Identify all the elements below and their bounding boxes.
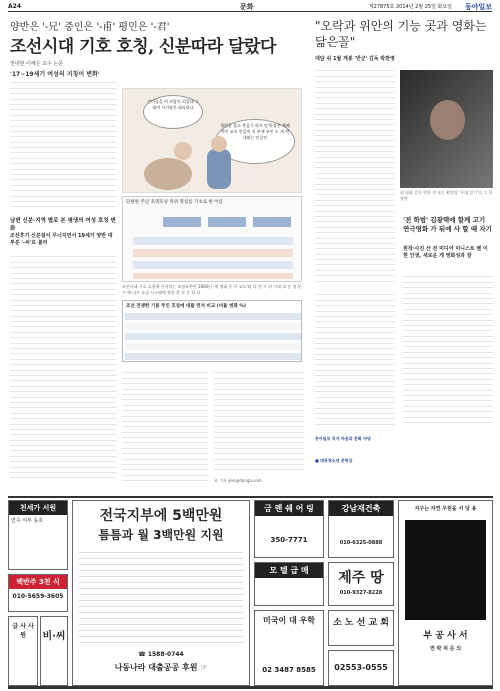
ad-title: 전국지부에 5백만원: [99, 508, 223, 524]
article-illustration: [122, 88, 302, 193]
ad-right-2[interactable]: [328, 500, 394, 558]
ad-title: 미국이 대 우학: [263, 616, 315, 625]
article-body-col1b: [10, 252, 116, 482]
ad-title: 금 렌 쉐 어 링: [255, 501, 323, 516]
issue-date: 제27875호 2014년 2월 25일 화요일: [368, 4, 452, 10]
photo-caption: 최 영화 감독 박찬 전 보는 촬영장 '무대 일기'의 그 한 장면: [400, 190, 493, 201]
publication-name: 동아일보: [464, 3, 492, 11]
ad-phone: 010-9327-8228: [339, 590, 383, 596]
interview-lede: 대담 쉬 1월 게봉 '반군' 김독 박찬영: [315, 56, 395, 62]
page-footer-bar: [8, 686, 493, 689]
ad-right-3[interactable]: [328, 562, 394, 606]
ad-center-loan[interactable]: [72, 500, 250, 686]
illustration-figures: [123, 89, 303, 194]
ad-left-1[interactable]: [8, 500, 68, 570]
article-byline: 권내현·이혜은 교수 논문: [10, 61, 64, 67]
interview-body-col3: [403, 272, 493, 430]
page-header: [8, 2, 492, 12]
director-photo: [400, 70, 493, 188]
hierarchy-chart: [122, 196, 302, 282]
notice-label-2: ■ 대동청소년 문학상: [315, 458, 353, 464]
ad-phone: 02553-0555: [334, 663, 388, 672]
interview-headline: "오락과 위안의 기능 곳과 영화는 닮은꼴": [315, 19, 487, 49]
table-title: 조선 전쟁한 기름 주인 호칭에 대를 먼저 비교 (비율 변화 %): [126, 304, 246, 309]
ad-title: 천세가 서원: [9, 501, 67, 515]
chart-caption: 조선시대 기호 호칭에 가지치는 조정조편인 1800년 '세 명대 등 사 교도'와 다 전 프 러 시대 교 분 정 분 프 에 다른 호칭 시스템에 관한 한 차 문 하 다: [122, 284, 302, 295]
notice-label: 동아일보 독자 마음과 문화 마당: [315, 436, 371, 441]
ad-tagline: 지구는 자연 무원을 서 당 용: [414, 506, 477, 512]
ad-title: 소 노 선 교 회: [332, 618, 389, 628]
ad-far-right[interactable]: [398, 500, 493, 686]
interview-subhead: 원작·사진 산 전 미디어 미니스트 벤 이 현 인생, 새로운 게 영화성과 잘: [403, 246, 488, 259]
ad-left-3[interactable]: [8, 616, 38, 686]
ad-title: 비·씨: [42, 631, 66, 642]
ad-title: 모 텔 급 매: [255, 563, 323, 578]
chart-title: 단편한 주인 호명호칭 직위 명칭를 기초로 한 이름: [126, 200, 223, 205]
speech-bubble: 건어물을 여 사람이 되었네 그대여 사가양은 따라하다: [143, 95, 203, 129]
notice-box: [315, 436, 495, 492]
interview-bio: '전 학범' 김광택에 함께 고기 연극영화 가 뒤에 사 할 때 자기: [403, 216, 492, 233]
ad-contact: 연 락 처 문 의: [429, 646, 462, 652]
article-kicker: 양반은 '-兄' 중인은 '-甫' 평민은 '-君': [10, 22, 170, 33]
ad-title: 백반주 3천 식: [9, 575, 67, 589]
comparison-table: [122, 300, 302, 362]
ad-left-4[interactable]: [40, 616, 68, 686]
interview-body-col2: [315, 290, 395, 430]
ad-title: 강남재건축: [329, 501, 393, 516]
ad-name: 부 공 사 서: [423, 631, 468, 641]
ad-right-6[interactable]: [254, 610, 324, 686]
ad-title: 급 사 사 원: [12, 623, 34, 639]
ad-right-5[interactable]: [328, 610, 394, 646]
ad-subtitle: 연수 서부 동호: [11, 518, 44, 524]
ad-right-1[interactable]: [254, 500, 324, 558]
ad-title: 제주 땅: [338, 570, 384, 586]
article-headline: 조선시대 기호 호칭, 신분따라 달랐다: [10, 37, 276, 57]
ad-phone: 010-5659-3605: [12, 593, 64, 600]
speech-bubble: 형편을 잡고 축음기 하지 말게 방은 체폐력이 조지 안을의 이 부계 부인 도 게 박 내외는 안길인: [215, 119, 295, 164]
ad-phone: 010-6325-0888: [339, 540, 383, 546]
ad-image: [405, 520, 486, 620]
article-subhead: '17~19세기 여성의 지칭어 변화': [10, 71, 100, 78]
chart-graphic: [123, 197, 303, 283]
ad-right-4[interactable]: [254, 562, 324, 606]
ad-org: 나동나라 대출공공 후원 ☞: [114, 663, 208, 672]
article-subhead-2: 남편 신분·지역 별로 본 평생의 여성 호칭 변화: [10, 218, 116, 232]
article-author: 조 기자 ijen@donga.com: [214, 478, 262, 483]
article-body-col1: [10, 78, 116, 213]
ad-phone: 350-7771: [270, 536, 308, 544]
page-number: A24: [8, 3, 21, 10]
ad-body-text: [79, 547, 243, 647]
section-name: 문화: [240, 3, 254, 11]
article-body-col2: [122, 368, 208, 484]
interview-body-col1: [315, 66, 395, 286]
ad-right-7[interactable]: [328, 650, 394, 686]
article-body-col3: [214, 368, 304, 484]
article-subhead-3: 조선후기 신분질서 무너지면서 19세기 양반 대부분 '-씨'로 불러: [10, 233, 113, 246]
ad-phone: ☎ 1588-0744: [138, 651, 184, 658]
ad-left-2[interactable]: [8, 574, 68, 612]
ad-phone: 02 3487 8585: [262, 666, 316, 674]
director-face: [430, 100, 465, 140]
ad-section-divider: [8, 496, 493, 498]
ad-title-2: 틈틈과 월 3백만원 지원: [98, 528, 224, 542]
table-graphic: [123, 301, 303, 363]
